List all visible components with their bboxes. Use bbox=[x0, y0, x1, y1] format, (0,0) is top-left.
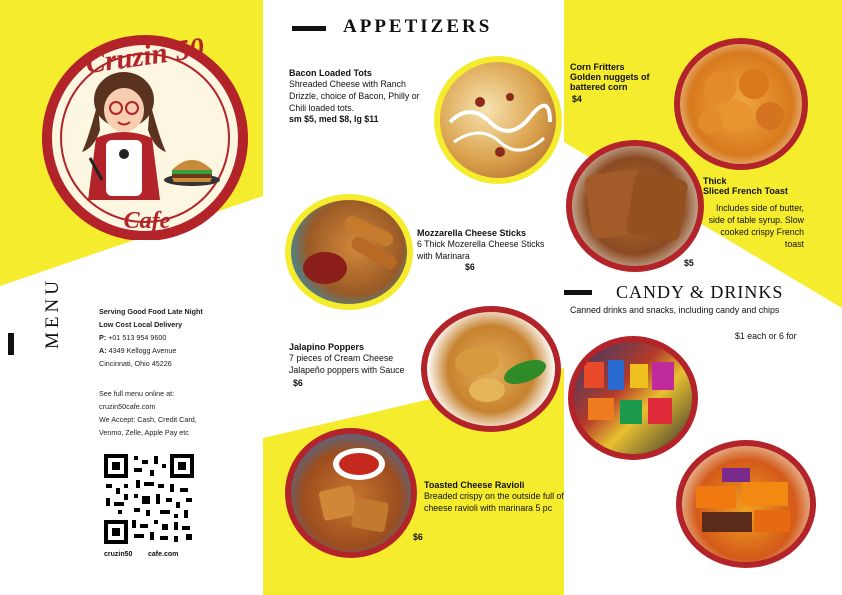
appetizers-heading: APPETIZERS bbox=[343, 16, 493, 37]
item-title: Toasted Cheese Ravioli bbox=[424, 480, 525, 490]
menu-item-jalapeno-poppers bbox=[289, 342, 429, 388]
tagline: Serving Good Food Late Night bbox=[99, 307, 203, 316]
jalapeno-poppers-photo bbox=[421, 306, 561, 432]
payment-line1: We Accept: Cash, Credit Card, bbox=[99, 415, 197, 424]
menu-marker bbox=[8, 333, 14, 355]
sides-panel bbox=[564, 0, 842, 595]
menu-item-toasted-ravioli bbox=[424, 480, 564, 514]
item-desc: 6 Thick Mozerella Cheese Sticks with Marinara bbox=[417, 239, 545, 261]
french-toast-price: $5 bbox=[684, 258, 694, 268]
corn-fritters-photo bbox=[674, 38, 808, 170]
item-price: sm $5, med $8, lg $11 bbox=[289, 114, 379, 124]
menu-item-bacon-tots bbox=[289, 68, 437, 124]
appetizers-panel bbox=[263, 0, 564, 595]
bacon-tots-photo bbox=[434, 56, 562, 184]
item-price: $4 bbox=[572, 94, 582, 104]
heading-bar bbox=[292, 26, 326, 31]
info-block bbox=[99, 305, 203, 370]
address-line2: Cincinnati, Ohio 45226 bbox=[99, 359, 172, 368]
item-title: Corn Fritters bbox=[570, 62, 625, 72]
french-toast-desc: Includes side of butter, side of table syrup. Slow cooked crispy French toast bbox=[708, 203, 804, 249]
online-block bbox=[99, 387, 197, 439]
item-price: $6 bbox=[465, 262, 475, 272]
delivery-note: Low Cost Local Delivery bbox=[99, 320, 183, 329]
menu-item-french-toast bbox=[703, 176, 803, 196]
french-toast-photo bbox=[566, 140, 704, 272]
cafe-logo bbox=[42, 30, 248, 240]
menu-item-corn-fritters bbox=[570, 62, 670, 104]
item-title: Thick bbox=[703, 176, 727, 186]
payment-line2: Venmo, Zelle, Apple Pay etc bbox=[99, 428, 189, 437]
item-title: Bacon Loaded Tots bbox=[289, 68, 372, 78]
website-link[interactable]: cruzin50cafe.com bbox=[99, 402, 156, 411]
candy-desc: Canned drinks and snacks, including candy and chips bbox=[570, 305, 780, 315]
phone-label: P: bbox=[99, 333, 107, 342]
logo-title: Cruzin'50 bbox=[83, 31, 207, 81]
address-label: A: bbox=[99, 346, 107, 355]
item-desc: Shreaded Cheese with Ranch Drizzle, choice of Bacon, Philly or Chili loaded tots. bbox=[289, 79, 420, 113]
candy-heading: CANDY & DRINKS bbox=[616, 282, 784, 302]
qr-code[interactable] bbox=[104, 454, 194, 544]
candy-price: $1 each or 6 for bbox=[735, 331, 797, 341]
item-title-2: Sliced French Toast bbox=[703, 186, 788, 196]
address-line1: 4349 Kellogg Avenue bbox=[108, 346, 177, 355]
mozzarella-sticks-photo bbox=[285, 194, 413, 310]
online-line1: See full menu online at: bbox=[99, 389, 175, 398]
item-title: Mozzarella Cheese Sticks bbox=[417, 228, 527, 238]
ravioli-price: $6 bbox=[413, 532, 423, 542]
candy-assortment-photo bbox=[676, 440, 816, 568]
phone-number: +01 513 954 9600 bbox=[108, 333, 167, 342]
menu-vertical-label: MENU bbox=[42, 277, 63, 349]
candy-heading-bar bbox=[564, 290, 592, 295]
menu-item-mozzarella bbox=[417, 228, 557, 272]
toasted-ravioli-photo bbox=[285, 428, 417, 558]
item-desc: Breaded crispy on the outside full of cheese ravioli with marinara 5 pc bbox=[424, 491, 564, 513]
footer-domain: cafe.com bbox=[148, 551, 179, 558]
logo-subtitle: Cafe bbox=[123, 208, 171, 234]
candy-shelf-photo bbox=[568, 336, 698, 460]
footer-name: cruzin50 bbox=[104, 551, 133, 558]
item-title: Jalapino Poppers bbox=[289, 342, 365, 352]
item-desc: Golden nuggets of battered corn bbox=[570, 72, 650, 92]
item-price: $6 bbox=[293, 378, 303, 388]
cover-panel bbox=[0, 0, 263, 595]
item-desc: 7 pieces of Cream Cheese Jalapeño poppers with Sauce bbox=[289, 353, 405, 375]
